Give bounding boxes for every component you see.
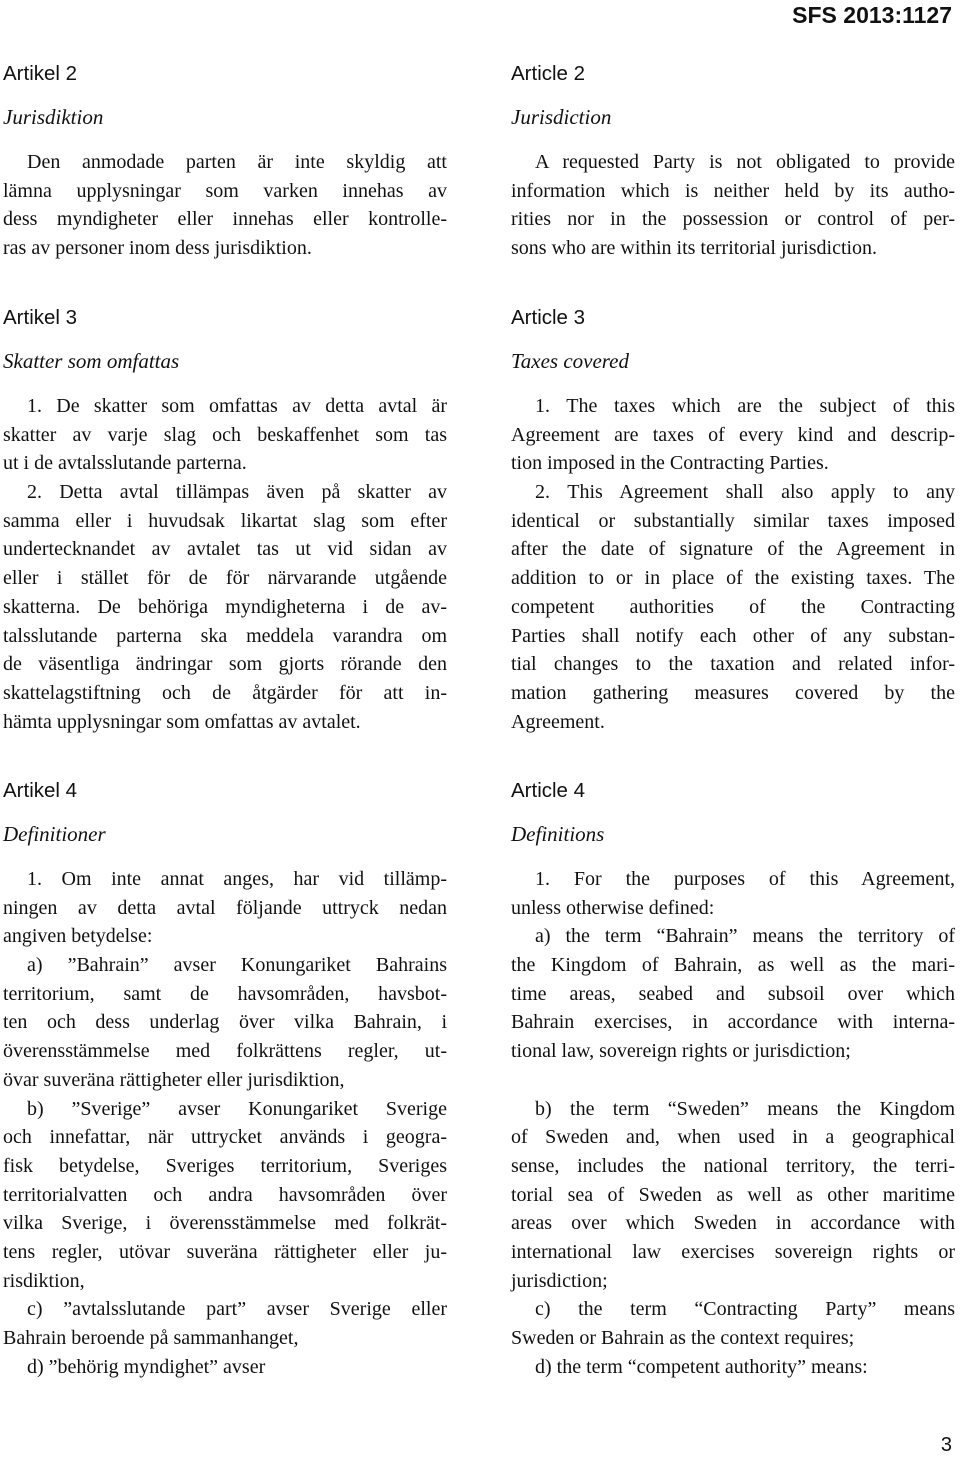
- text-line: vilka Sverige, i överensstämmelse med folkrät-: [3, 1212, 447, 1235]
- text-line: lämna upplysningar som varken innehas av: [3, 179, 447, 202]
- text-line: ut i de avtalsslutande parterna.: [3, 452, 247, 475]
- sv-article-4: [3, 779, 447, 1381]
- text-line: fisk betydelse, Sveriges territorium, Sveriges: [3, 1154, 447, 1177]
- article-heading: Artikel 2: [3, 62, 78, 85]
- text-line: samma eller i huvudsak likartat slag som efter: [3, 509, 447, 532]
- text-line: Den anmodade parten är inte skyldig att: [27, 151, 447, 173]
- text-line: sons who are within its territorial jurisdiction.: [511, 237, 878, 260]
- text-line: eller i stället för de för närvarande utgående: [3, 567, 447, 590]
- article-body: [511, 865, 955, 1381]
- article-subheading: Skatter som omfattas: [3, 349, 180, 373]
- article-subheading: Jurisdiction: [511, 105, 612, 129]
- text-line: d) the term “competent authority” means:: [535, 1355, 868, 1378]
- text-line: addition to or in place of the existing taxes. The: [511, 567, 955, 590]
- text-line: identical or substantially similar taxes imposed: [511, 509, 955, 532]
- text-line: de väsentliga ändringar som gjorts rörande den: [3, 653, 447, 676]
- text-line: mation gathering measures covered by the: [511, 681, 955, 704]
- article-heading: Article 3: [511, 306, 586, 329]
- text-line: b) ”Sverige” avser Konungariket Sverige: [27, 1097, 447, 1120]
- text-line: ten och dess underlag över vilka Bahrain, i: [3, 1011, 447, 1034]
- text-line: ningen av detta avtal följande uttryck nedan: [3, 896, 447, 919]
- text-line: överensstämmelse med folkrättens regler, ut-: [3, 1040, 447, 1063]
- article-subheading: Definitions: [511, 822, 605, 846]
- text-line: c) the term “Contracting Party” means: [535, 1298, 955, 1321]
- text-line: information which is neither held by its autho-: [511, 179, 955, 202]
- text-line: c) ”avtalsslutande part” avser Sverige eller: [27, 1298, 447, 1321]
- text-line: Parties shall notify each other of any substan-: [511, 624, 955, 647]
- text-line: competent authorities of the Contracting: [511, 595, 955, 618]
- text-line: dess myndigheter eller innehas eller kontrolle-: [3, 208, 447, 231]
- text-line: territorium, samt de havsområden, havsbot-: [3, 982, 447, 1005]
- document-reference: SFS 2013:1127: [792, 2, 952, 28]
- text-line: talsslutande parterna ska meddela varandra om: [3, 624, 447, 647]
- text-line: 1. The taxes which are the subject of this: [535, 395, 955, 417]
- text-line: rities nor in the possession or control of per-: [511, 208, 955, 231]
- text-line: skatterna. De behöriga myndigheterna i de av-: [3, 595, 447, 618]
- article-body: [511, 392, 955, 736]
- article-heading: Article 4: [511, 779, 586, 802]
- text-line: b) the term “Sweden” means the Kingdom: [535, 1097, 955, 1120]
- text-line: 1. De skatter som omfattas av detta avtal är: [27, 395, 447, 417]
- text-line: after the date of signature of the Agreement in: [511, 538, 955, 561]
- article-body: [511, 148, 955, 263]
- text-line: areas over which Sweden in accordance with: [511, 1212, 955, 1235]
- text-line: tion imposed in the Contracting Parties.: [511, 452, 829, 475]
- en-article-4: [511, 779, 955, 1381]
- text-line: Sweden or Bahrain as the context requires;: [511, 1327, 855, 1349]
- en-article-2: [511, 62, 955, 263]
- text-line: torial sea of Sweden as well as other maritime: [511, 1183, 955, 1206]
- text-line: Bahrain exercises, in accordance with interna-: [511, 1011, 955, 1034]
- text-line: skattelagstiftning och de åtgärder för att in-: [3, 681, 447, 704]
- text-line: och innefattar, när uttrycket används i geogra-: [3, 1126, 447, 1149]
- text-line: unless otherwise defined:: [511, 896, 715, 919]
- text-line: 2. Detta avtal tillämpas även på skatter av: [27, 481, 447, 504]
- text-line: time areas, seabed and subsoil over which: [511, 982, 955, 1005]
- text-line: angiven betydelse:: [3, 925, 153, 948]
- text-line: a) ”Bahrain” avser Konungariket Bahrains: [27, 954, 447, 977]
- paragraph-gap: [511, 1066, 955, 1095]
- text-line: risdiktion,: [3, 1269, 85, 1292]
- sv-article-2: [3, 62, 447, 263]
- text-line: a) the term “Bahrain” means the territory of: [535, 925, 955, 948]
- text-line: tens regler, utövar suveräna rättigheter eller ju-: [3, 1240, 447, 1263]
- text-line: jurisdiction;: [511, 1269, 608, 1292]
- page-number: 3: [940, 1434, 952, 1456]
- sv-article-3: [3, 306, 447, 736]
- text-line: Agreement are taxes of every kind and descrip-: [511, 423, 955, 446]
- article-body: [3, 392, 447, 736]
- text-line: of Sweden and, when used in a geographical: [511, 1126, 955, 1149]
- text-line: 1. For the purposes of this Agreement,: [535, 868, 955, 890]
- text-line: sense, includes the national territory, the terri-: [511, 1154, 955, 1177]
- text-line: ras av personer inom dess jurisdiktion.: [3, 237, 312, 260]
- text-line: undertecknandet av avtalet tas ut vid sidan av: [3, 538, 447, 561]
- text-line: hämta upplysningar som omfattas av avtalet.: [3, 710, 361, 733]
- text-line: A requested Party is not obligated to provide: [535, 151, 955, 173]
- text-line: territorialvatten och andra havsområden över: [3, 1183, 447, 1206]
- article-heading: Artikel 4: [3, 779, 78, 802]
- article-heading: Artikel 3: [3, 306, 78, 329]
- text-line: d) ”behörig myndighet” avser: [27, 1355, 266, 1378]
- article-body: [3, 865, 447, 1381]
- text-line: Agreement.: [511, 710, 605, 733]
- text-line: 1. Om inte annat anges, har vid tillämp-: [27, 868, 447, 890]
- text-line: Bahrain beroende på sammanhanget,: [3, 1327, 299, 1349]
- text-line: tial changes to the taxation and related infor-: [511, 653, 955, 676]
- text-line: skatter av varje slag och beskaffenhet som tas: [3, 423, 447, 446]
- article-heading: Article 2: [511, 62, 586, 85]
- article-subheading: Jurisdiktion: [3, 105, 104, 129]
- text-line: övar suveräna rättigheter eller jurisdiktion,: [3, 1068, 345, 1091]
- text-line: 2. This Agreement shall also apply to any: [535, 481, 955, 504]
- article-subheading: Taxes covered: [511, 349, 629, 373]
- text-line: tional law, sovereign rights or jurisdiction;: [511, 1040, 851, 1063]
- article-subheading: Definitioner: [3, 822, 106, 846]
- text-line: international law exercises sovereign rights or: [511, 1240, 955, 1263]
- text-line: the Kingdom of Bahrain, as well as the mari-: [511, 954, 955, 977]
- article-body: [3, 148, 447, 263]
- en-article-3: [511, 306, 955, 736]
